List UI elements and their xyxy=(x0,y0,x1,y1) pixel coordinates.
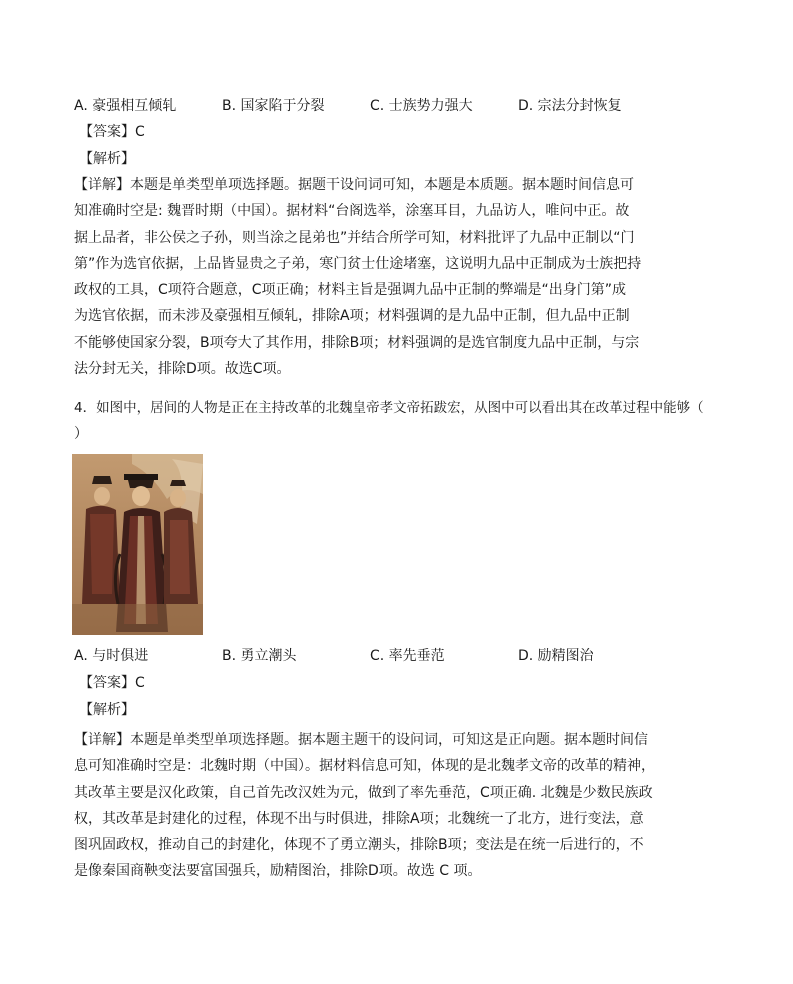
q4-detail-line: 是像秦国商鞅变法要富国强兵，励精图治，排除D项。故选 C 项。 xyxy=(74,863,482,880)
q4-detail-line: 息可知准确时空是：北魏时期（中国）。据材料信息可知，体现的是北魏孝文帝的改革的精神， xyxy=(74,758,655,775)
q3-detail-line: 【详解】本题是单类型单项选择题。据题干设问词可知，本题是本质题。据本题时间信息可 xyxy=(74,177,634,193)
q4-stem-cont: ） xyxy=(74,426,88,442)
q3-option-b: B. 国家陷于分裂 xyxy=(222,98,325,114)
q4-detail-line: 其改革主要是汉化政策，自己首先改汉姓为元，做到了率先垂范，C项正确. 北魏是少数民族政 xyxy=(74,784,653,801)
q3-detail-line: 不能够使国家分裂，B项夸大了其作用，排除B项；材料强调的是选官制度九品中正制，与宗 xyxy=(74,334,640,351)
q4-stem: 4．如图中，居间的人物是正在主持改革的北魏皇帝孝文帝拓跋宏，从图中可以看出其在改革过程中能够（ xyxy=(74,400,704,416)
emperor-painting-image xyxy=(72,454,203,635)
q4-answer: 【答案】C xyxy=(79,675,145,691)
q4-detail-line: 权，其改革是封建化的过程，体现不出与时俱进，排除A项；北魏统一了北方，进行变法，意 xyxy=(74,810,644,827)
q3-option-c: C. 士族势力强大 xyxy=(370,98,473,114)
q4-detail-line: 【详解】本题是单类型单项选择题。据本题主题干的设问词，可知这是正向题。据本题时间信 xyxy=(74,732,648,748)
q4-option-d: D. 励精图治 xyxy=(518,648,594,664)
q4-detail xyxy=(74,727,674,885)
q4-analysis-label: 【解析】 xyxy=(79,702,135,718)
q3-detail-line: 第”作为选官依据，上品皆显贵之子弟，寒门贫士仕途堵塞，这说明九品中正制成为士族把持 xyxy=(74,255,642,272)
q3-detail-line: 政权的工具，C项符合题意，C项正确；材料主旨是强调九品中正制的弊端是“出身门第”成 xyxy=(74,282,627,299)
q4-option-a: A. 与时俱进 xyxy=(74,648,149,664)
q3-options xyxy=(74,96,634,116)
q3-detail-line: 为选官依据，而未涉及豪强相互倾轧，排除A项；材料强调的是九品中正制，但九品中正制 xyxy=(74,308,630,325)
q3-detail xyxy=(74,172,674,382)
q4-option-b: B. 勇立潮头 xyxy=(222,648,297,664)
q3-detail-line: 法分封无关，排除D项。故选C项。 xyxy=(74,361,291,378)
q3-answer: 【答案】C xyxy=(79,124,145,140)
q3-detail-line: 知准确时空是: 魏晋时期（中国）。据材料“台阁选举，涂塞耳目，九品访人，唯问中正。故 xyxy=(74,203,630,220)
q3-analysis-label: 【解析】 xyxy=(79,151,135,167)
q3-option-a: A. 豪强相互倾轧 xyxy=(74,98,177,114)
q3-detail-line: 据上品者，非公侯之子孙，则当涂之昆弟也”并结合所学可知，材料批评了九品中正制以“门 xyxy=(74,229,635,246)
q3-option-d: D. 宗法分封恢复 xyxy=(518,98,622,114)
q4-option-c: C. 率先垂范 xyxy=(370,648,445,664)
q4-detail-line: 图巩固政权，推动自己的封建化，体现不了勇立潮头，排除B项；变法是在统一后进行的，不 xyxy=(74,837,644,854)
q4-options xyxy=(74,646,634,666)
